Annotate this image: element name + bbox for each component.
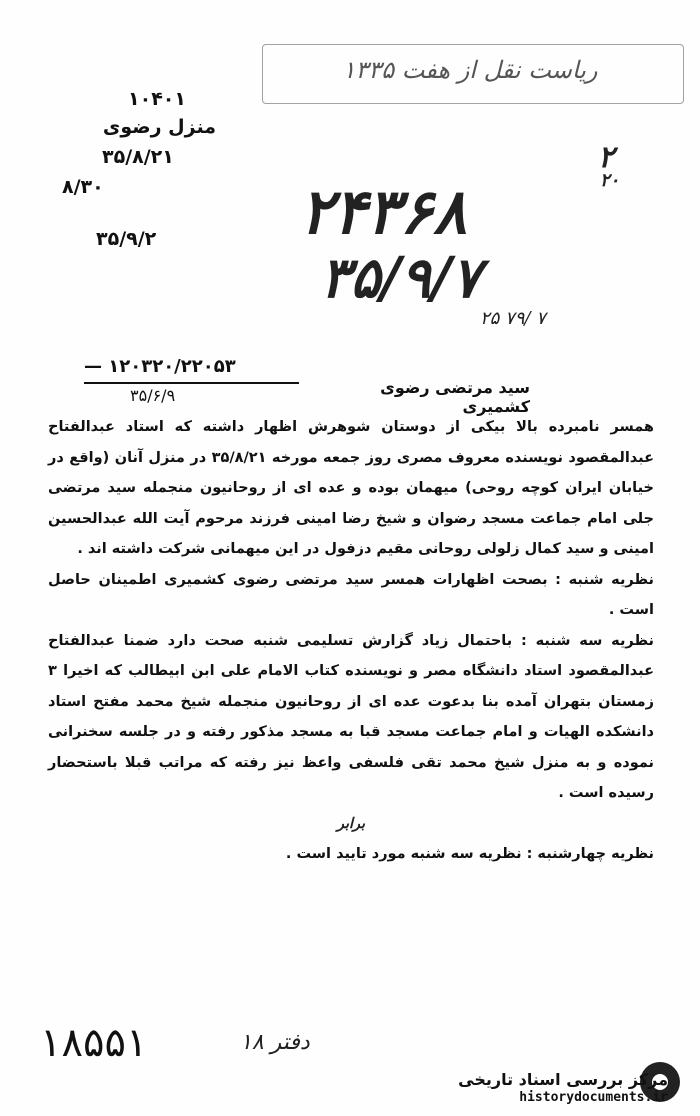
side-code: ۲ xyxy=(598,140,615,175)
page-number: ۱۸۵۵۱ xyxy=(40,1020,148,1066)
source-label: منزل رضوی xyxy=(102,116,216,138)
document-date: ۳۵/۶/۹ xyxy=(130,386,176,405)
footer-signature: دفتر ۱۸ xyxy=(240,1030,310,1055)
registry-sub-number: ۳۵/۹/۷ xyxy=(320,245,482,311)
paragraph-opinion-saturday: نظریه شنبه : بصحت اظهارات همسر سید مرتضی رضوی کشمیری اطمینان حاصل است . xyxy=(48,571,654,618)
paragraph-opinion-wednesday: نظریه چهارشنبه : نظریه سه شنبه مورد تایید است . xyxy=(285,846,654,862)
paragraph-opinion-tuesday: نظریه سه شنبه : باحتمال زیاد گزارش تسلیمی شنبه صحت دارد ضمنا عبدالفتاح عبدالمقصود استاد دانشگاه مصر و نویسنده کتاب الامام علی ابن ابیطالب که اخیرا ۳ زمستان بتهران آمده بنا بدعوت عده ای از روحانیون منجمله شیخ محمد مفتح استاد دانشکده الهیات و امام جماعت مسجد قبا به مسجد مذکور رفته و در جلسه سخنرانی نموده و به منزل شیخ محمد تقی فلسفی واعظ نیز رفته که مراتب قبلا باستحضار رسیده است . xyxy=(48,632,654,801)
document-number: — ۱۲۰۳۲۰/۲۲۰۵۳ xyxy=(84,356,236,377)
paragraph-report: همسر نامبرده بالا بیکی از دوستان شوهرش اظهار داشته که استاد عبدالفتاح عبدالمقصود نویسنده معروف مصری روز جمعه مورخه ۳۵/۸/۲۱ در منزل آنان (واقع در خیابان ایران کوچه روحی) میهمان بوده و عده ای از روحانیون منجمله سید مرتضی جلی امام جماعت مسجد رضوان و شیخ رضا امینی فرزند مرحوم آیت الله عبدالحسین امینی و سید کمال زلولی روحانی مقیم دزفول در این میهمانی شرکت داشته اند . xyxy=(48,419,654,557)
archive-name: مرکز بررسی اسناد تاریخی xyxy=(458,1070,668,1089)
file-number: ۱۰۴۰۱ xyxy=(128,88,186,110)
document-number-underline xyxy=(84,382,299,384)
date-received: ۳۵/۸/۲۱ xyxy=(102,146,174,168)
ref-code: ۸/۳۰ xyxy=(62,176,104,198)
top-stamp-text: ریاست نقل از هفت ۱۳۳۵ xyxy=(342,56,598,84)
archive-url: historydocuments.ir xyxy=(519,1090,668,1105)
registry-number: ۲۴۳۶۸ xyxy=(300,175,467,248)
hand-note: ۲۵ ۷۹/ ۷ xyxy=(480,308,546,329)
side-code-sub: ۲۰ xyxy=(600,170,620,191)
report-body xyxy=(48,412,654,870)
subject-line: سید مرتضی رضوی کشمیری xyxy=(380,378,530,416)
handwritten-signature: برابر xyxy=(336,814,366,832)
date-processed: ۳۵/۹/۲ xyxy=(96,228,157,250)
